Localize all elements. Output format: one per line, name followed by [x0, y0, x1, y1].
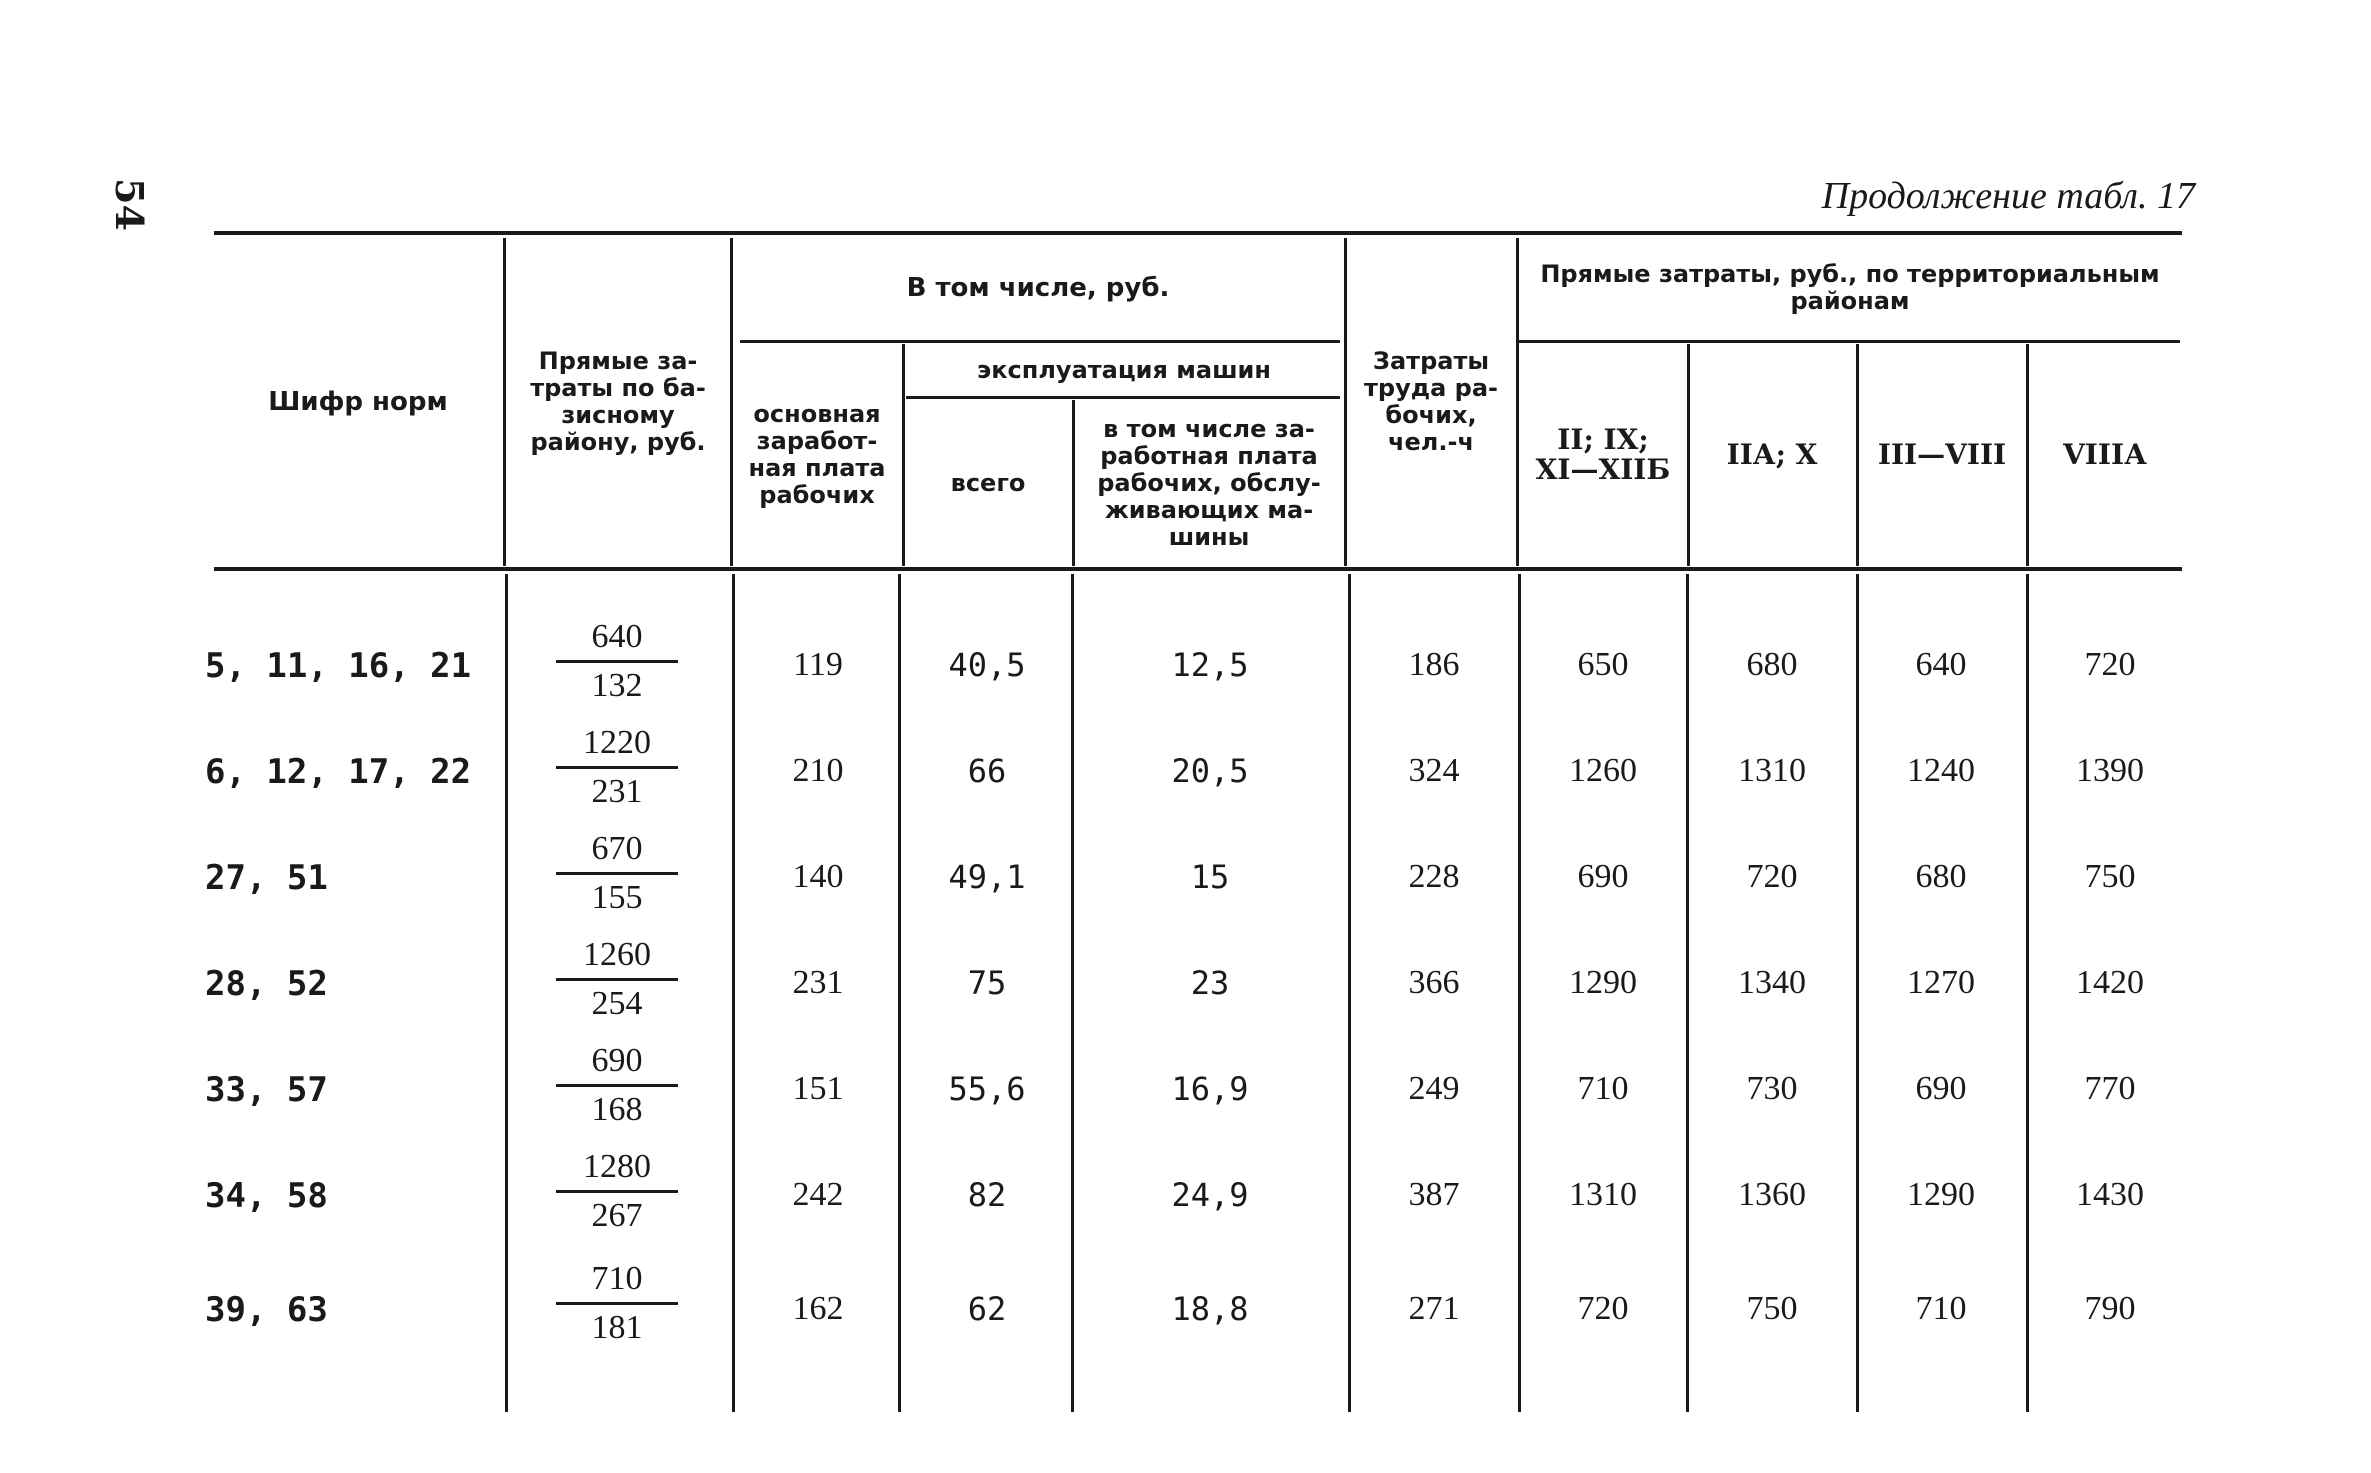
wages-cell: 162 [792, 1290, 844, 1327]
table-caption: Продолжение табл. 17 [1821, 175, 2195, 217]
labor-cell: 366 [1408, 964, 1460, 1001]
body-vline [505, 574, 508, 1412]
machines-total-cell: 49,1 [948, 858, 1026, 896]
base-cost-top: 710 [591, 1260, 643, 1297]
region-3-cell: 1270 [1907, 964, 1975, 1001]
region-4-cell: 1420 [2076, 964, 2144, 1001]
page-number: 54 [107, 178, 152, 231]
machines-wages-cell: 16,9 [1171, 1070, 1249, 1108]
labor-cell: 387 [1408, 1176, 1460, 1213]
region-2-cell: 750 [1746, 1290, 1798, 1327]
row-code: 6, 12, 17, 22 [205, 752, 472, 792]
region-1-cell: 710 [1577, 1070, 1629, 1107]
region-2-cell: 680 [1746, 646, 1798, 683]
header-vline [503, 238, 506, 566]
base-cost-top: 1260 [583, 936, 651, 973]
fraction-bar [556, 1084, 678, 1087]
machines-total-cell: 82 [967, 1176, 1007, 1214]
header-vline [1344, 238, 1347, 566]
base-cost-top: 1280 [583, 1148, 651, 1185]
header-vline [2026, 344, 2029, 566]
wages-cell: 242 [792, 1176, 844, 1213]
machines-total-cell: 66 [967, 752, 1007, 790]
row-code: 5, 11, 16, 21 [205, 646, 472, 686]
region-2-cell: 730 [1746, 1070, 1798, 1107]
fraction-bar [556, 766, 678, 769]
region-4-cell: 750 [2084, 858, 2136, 895]
fraction-bar [556, 978, 678, 981]
wages-cell: 210 [792, 752, 844, 789]
region-1-cell: 650 [1577, 646, 1629, 683]
header-code: Шифр норм [268, 386, 448, 417]
header-vline [902, 344, 905, 566]
header-region-4: VIIIА [2063, 438, 2147, 471]
header-machines-wages: в том числе за- работная плата рабочих, обслу- живающих ма- шины [1097, 414, 1321, 551]
region-2-cell: 1340 [1738, 964, 1806, 1001]
region-3-cell: 710 [1915, 1290, 1967, 1327]
base-cost-top: 640 [591, 618, 643, 655]
machines-wages-cell: 18,8 [1171, 1290, 1249, 1328]
region-1-cell: 720 [1577, 1290, 1629, 1327]
base-cost-bottom: 168 [591, 1091, 643, 1128]
region-3-cell: 690 [1915, 1070, 1967, 1107]
header-labor: Затраты труда ра- бочих, чел.-ч [1363, 347, 1498, 456]
region-4-cell: 720 [2084, 646, 2136, 683]
fraction-bar [556, 872, 678, 875]
region-1-cell: 1290 [1569, 964, 1637, 1001]
rule-regions [1518, 340, 2180, 343]
header-including: В том числе, руб. [906, 272, 1170, 303]
labor-cell: 271 [1408, 1290, 1460, 1327]
fraction-bar [556, 1302, 678, 1305]
base-cost-fraction [548, 1260, 686, 1347]
base-cost-bottom: 267 [591, 1197, 643, 1234]
header-vline [730, 238, 733, 566]
labor-cell: 324 [1408, 752, 1460, 789]
labor-cell: 228 [1408, 858, 1460, 895]
header-vline [1072, 400, 1075, 566]
region-1-cell: 690 [1577, 858, 1629, 895]
machines-wages-cell: 15 [1190, 858, 1230, 896]
machines-total-cell: 75 [967, 964, 1007, 1002]
top-rule [214, 231, 2182, 235]
header-direct-base: Прямые за- траты по ба- зисному району, руб. [530, 347, 706, 456]
region-1-cell: 1310 [1569, 1176, 1637, 1213]
machines-wages-cell: 20,5 [1171, 752, 1249, 790]
row-code: 27, 51 [205, 858, 328, 898]
region-4-cell: 770 [2084, 1070, 2136, 1107]
region-4-cell: 790 [2084, 1290, 2136, 1327]
row-code: 34, 58 [205, 1176, 328, 1216]
header-region-2: IIА; X [1726, 438, 1818, 471]
base-cost-bottom: 132 [591, 667, 643, 704]
wages-cell: 231 [792, 964, 844, 1001]
region-2-cell: 720 [1746, 858, 1798, 895]
rule-machines [906, 396, 1340, 399]
region-4-cell: 1390 [2076, 752, 2144, 789]
header-vline [1516, 238, 1519, 566]
region-3-cell: 640 [1915, 646, 1967, 683]
base-cost-fraction [548, 1148, 686, 1235]
wages-cell: 119 [793, 646, 843, 683]
row-code: 33, 57 [205, 1070, 328, 1110]
header-region-3: III—VIII [1877, 438, 2007, 471]
region-2-cell: 1360 [1738, 1176, 1806, 1213]
wages-cell: 151 [792, 1070, 844, 1107]
header-regions: Прямые затраты, руб., по территориальным районам [1540, 260, 2160, 315]
base-cost-top: 690 [591, 1042, 643, 1079]
machines-total-cell: 55,6 [948, 1070, 1026, 1108]
labor-cell: 186 [1408, 646, 1460, 683]
region-3-cell: 680 [1915, 858, 1967, 895]
machines-wages-cell: 24,9 [1171, 1176, 1249, 1214]
wages-cell: 140 [792, 858, 844, 895]
header-machines: эксплуатация машин [977, 355, 1271, 384]
machines-total-cell: 62 [967, 1290, 1007, 1328]
base-cost-bottom: 254 [591, 985, 643, 1022]
row-code: 28, 52 [205, 964, 328, 1004]
rule-including [740, 340, 1340, 343]
header-bottom-rule [214, 567, 2182, 571]
row-code: 39, 63 [205, 1290, 328, 1330]
header-machines-total: всего [950, 468, 1026, 497]
header-wages: основная заработ- ная плата рабочих [748, 400, 886, 509]
fraction-bar [556, 1190, 678, 1193]
base-cost-fraction [548, 618, 686, 705]
base-cost-top: 1220 [583, 724, 651, 761]
region-2-cell: 1310 [1738, 752, 1806, 789]
fraction-bar [556, 660, 678, 663]
base-cost-bottom: 155 [591, 879, 643, 916]
header-vline [1856, 344, 1859, 566]
base-cost-fraction [548, 936, 686, 1023]
machines-wages-cell: 23 [1190, 964, 1230, 1002]
machines-wages-cell: 12,5 [1171, 646, 1249, 684]
machines-total-cell: 40,5 [948, 646, 1026, 684]
region-4-cell: 1430 [2076, 1176, 2144, 1213]
region-1-cell: 1260 [1569, 752, 1637, 789]
base-cost-fraction [548, 1042, 686, 1129]
region-3-cell: 1240 [1907, 752, 1975, 789]
header-region-1: II; IX; XI—XIIБ [1535, 423, 1671, 486]
labor-cell: 249 [1408, 1070, 1460, 1107]
base-cost-fraction [548, 724, 686, 811]
base-cost-fraction [548, 830, 686, 917]
base-cost-bottom: 231 [591, 773, 643, 810]
region-3-cell: 1290 [1907, 1176, 1975, 1213]
base-cost-bottom: 181 [591, 1309, 643, 1346]
base-cost-top: 670 [591, 830, 643, 867]
